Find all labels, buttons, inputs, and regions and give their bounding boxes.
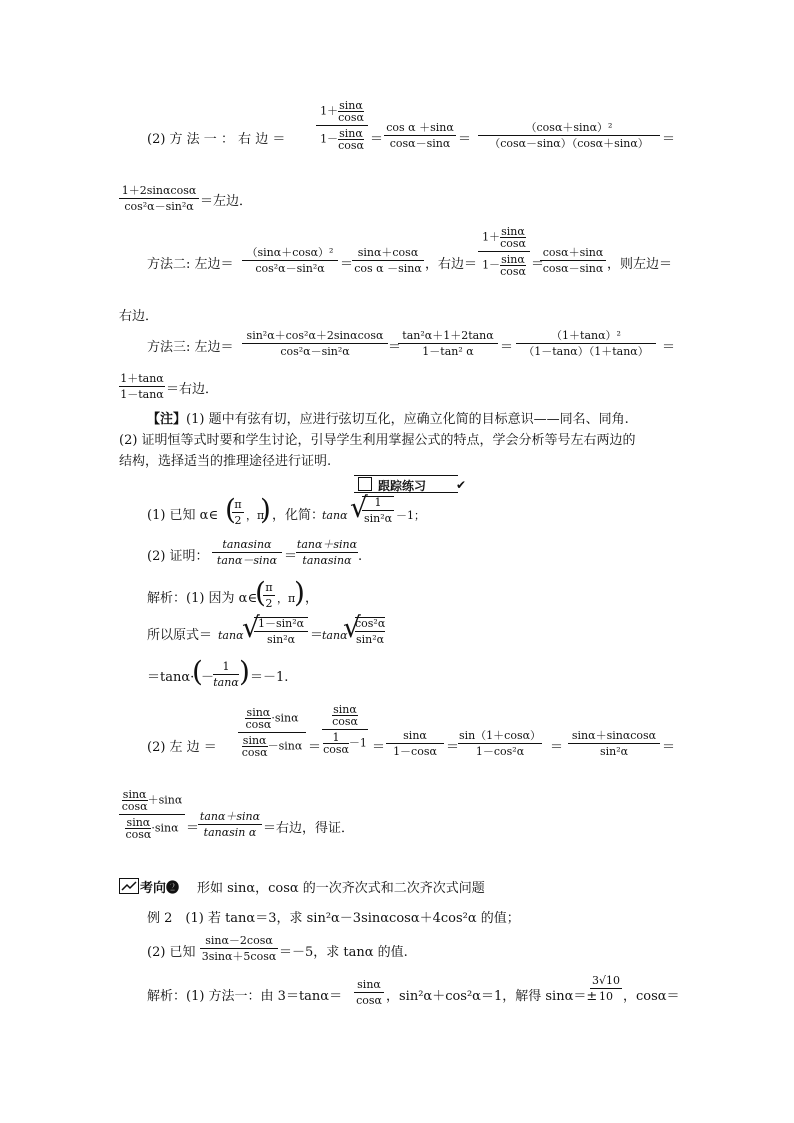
sol-s4-d bbox=[458, 730, 542, 757]
ex2-l3-frac bbox=[354, 979, 384, 1006]
practice-q2-eq: ＝ bbox=[284, 549, 298, 564]
sol-s4-a-den: $\frac{\sin\alpha}{\cos\alpha}$ －sinα bbox=[241, 734, 303, 759]
p2-end: 右边． bbox=[119, 309, 159, 324]
p3-f2-num: tan²α＋1＋2tanα bbox=[398, 330, 498, 344]
sol-s4-c-num: sinα bbox=[386, 730, 444, 744]
sol-s3-paren-r: ) bbox=[239, 655, 250, 688]
ex2-l2-pre: (2) 已知 bbox=[147, 945, 196, 960]
section-title: 形如 sinα，cosα 的一次齐次式和二次齐次式问题 bbox=[197, 881, 485, 896]
sol-s1-sep: ，π bbox=[277, 592, 296, 605]
p3-f2-den: 1－tan² α bbox=[422, 345, 474, 358]
p2-f3-num: 1＋ $\frac{\sin\alpha}{\cos\alpha}$ bbox=[478, 226, 530, 252]
note-line2: (2) 证明恒等式时要和学生讨论，引导学生利用掌握公式的特点，学会分析等号左右两边的 bbox=[119, 433, 636, 448]
practice-q1-rad-tail: －1； bbox=[396, 509, 425, 522]
sol-s4-b-den: $\frac{1}{\cos\alpha}$ －1 bbox=[323, 731, 367, 756]
sol-s1-two: 2 bbox=[265, 597, 273, 610]
practice-banner-title: 跟踪练习 bbox=[378, 479, 427, 493]
practice-q1-two: 2 bbox=[234, 514, 242, 527]
practice-q1-rad-den: sin²α bbox=[363, 512, 393, 525]
practice-q2-pre: (2) 证明： bbox=[147, 549, 209, 564]
p2-eq2: ＝ bbox=[531, 257, 545, 272]
practice-q1-paren-r: ) bbox=[260, 493, 271, 526]
sol-s3-paren: ( bbox=[192, 655, 203, 688]
sol-s3-frac bbox=[213, 661, 239, 688]
p1-f3 bbox=[478, 122, 660, 149]
sol-s4-b bbox=[322, 704, 368, 755]
note-line1-text: (1) 题中有弦有切，应进行弦切互化，应确立化简的目标意识——同名、同角. bbox=[186, 412, 629, 427]
practice-q2-f1 bbox=[212, 539, 282, 566]
sol-s2-r2-den: sin²α bbox=[355, 633, 385, 646]
p3-f3 bbox=[516, 330, 656, 357]
p3-f3-num: （1＋tanα）² bbox=[516, 330, 656, 344]
practice-q1-mid: ，化简： bbox=[272, 508, 325, 523]
p3-f1-den: cos²α－sin²α bbox=[280, 345, 350, 358]
sol-s4-eq4: ＝ bbox=[550, 740, 564, 755]
sol-s2-r1-num: 1－sin²α bbox=[254, 618, 308, 632]
p3-eq1: ＝ bbox=[388, 340, 402, 355]
sol-s4-b-num: $\frac{\sin\alpha}{\cos\alpha}$ bbox=[322, 704, 368, 730]
p3-f1 bbox=[242, 330, 388, 357]
practice-q1-tan: tanα bbox=[322, 509, 348, 522]
p3-f2 bbox=[398, 330, 498, 357]
sol-s4-pre: (2) 左 边 ＝ bbox=[147, 740, 217, 755]
practice-q2-tail: . bbox=[358, 549, 363, 564]
p1-f1-num: 1＋ $\frac{\sin\alpha}{\cos\alpha}$ bbox=[316, 100, 368, 126]
p1-f4 bbox=[119, 185, 199, 212]
sol-s1-frac bbox=[263, 582, 275, 609]
sol-s2-r1-den: sin²α bbox=[266, 633, 296, 646]
practice-q1-sep: ，π bbox=[246, 509, 265, 522]
p1-f4-num: 1＋2sinαcosα bbox=[119, 185, 199, 199]
sqrt-icon: √ bbox=[350, 491, 368, 524]
sol-s5-a-num: $\frac{\sin\alpha}{\cos\alpha}$ ＋sinα bbox=[119, 789, 185, 815]
practice-q1-rad bbox=[362, 496, 394, 524]
sol-s4-d-num: sin（1＋cosα） bbox=[458, 729, 542, 742]
ex2-l2-frac bbox=[200, 935, 278, 962]
p2-eq1: ＝ bbox=[340, 257, 354, 272]
p3-f4-num: 1＋tanα bbox=[120, 372, 164, 385]
p2-f1-num: （sinα＋cosα）² bbox=[242, 247, 338, 261]
practice-q2-f1-num: tanαsinα bbox=[212, 539, 282, 553]
sol-s4-e-den: sin²α bbox=[599, 745, 629, 758]
ex2-l3-den: cosα bbox=[356, 994, 382, 1007]
pencil-icon bbox=[358, 477, 372, 491]
sol-s2-r2 bbox=[355, 617, 385, 645]
sol-s4-c bbox=[386, 730, 444, 757]
practice-q2-f2-den: tanαsinα bbox=[302, 554, 352, 567]
sol-s5-b bbox=[198, 811, 262, 838]
ex2-l3-r-den: 10 bbox=[599, 990, 613, 1003]
sol-s1-paren-r: ) bbox=[294, 576, 305, 609]
sol-s2-eq: ＝ bbox=[310, 628, 324, 643]
p2-mid: ，右边＝ bbox=[425, 257, 478, 272]
swoosh-icon: ✔ bbox=[455, 478, 466, 492]
p1-f3-den: （cosα－sinα）（cosα＋sinα） bbox=[489, 137, 649, 150]
p3-f4-den: 1－tanα bbox=[120, 388, 164, 401]
sol-s2-pre: 所以原式＝ bbox=[147, 628, 213, 643]
p1-f2-den: cosα－sinα bbox=[389, 137, 451, 150]
sol-s2-tan2: tanα bbox=[322, 629, 348, 642]
p1-f1 bbox=[316, 100, 368, 151]
sol-s4-a-num: $\frac{\sin\alpha}{\cos\alpha}$ ·sinα bbox=[238, 707, 306, 733]
p1-eq1: ＝ bbox=[370, 132, 384, 147]
sol-s4-eq3: ＝ bbox=[446, 740, 460, 755]
sol-s4-eq5: ＝ bbox=[662, 740, 676, 755]
p3-f1-num: sin²α＋cos²α＋2sinαcosα bbox=[242, 330, 388, 344]
p3-eq2: ＝ bbox=[500, 340, 514, 355]
p3-f3-den: （1－tanα）（1＋tanα） bbox=[523, 345, 649, 358]
sol-s3-num: 1 bbox=[213, 661, 239, 675]
ex2-l3-r-num: 3√10 bbox=[591, 974, 620, 987]
ex2-l2-den: 3sinα＋5cosα bbox=[201, 950, 277, 963]
ex2-l3-num: sinα bbox=[354, 979, 384, 993]
p2-f1 bbox=[242, 247, 338, 274]
practice-q2-f2-num: tanα＋sinα bbox=[296, 538, 358, 551]
practice-q1-paren: ( bbox=[225, 493, 236, 526]
practice-q1-pre: (1) 已知 α∈ bbox=[147, 508, 219, 523]
sol-s1-tail: ， bbox=[305, 591, 319, 606]
p2-lead: 方法二: 左边＝ bbox=[147, 257, 234, 272]
practice-banner bbox=[354, 475, 466, 493]
sqrt-icon-2: √ bbox=[242, 611, 260, 644]
p3-tail: ＝右边． bbox=[166, 382, 219, 397]
p1-f2 bbox=[384, 122, 456, 149]
sol-s5-a bbox=[119, 789, 185, 840]
p1-eq3: ＝ bbox=[662, 132, 676, 147]
sol-s1-paren: ( bbox=[255, 576, 266, 609]
p1-lead: (2) 方 法 一 ： 右 边 ＝ bbox=[147, 132, 286, 147]
sol-s5-b-den: tanαsin α bbox=[203, 826, 257, 839]
p2-f2-den: cos α －sinα bbox=[354, 262, 422, 275]
sol-s4-e-num: sinα＋sinαcosα bbox=[568, 730, 660, 744]
sol-s1-pi: π bbox=[263, 582, 275, 596]
p2-f4-num: cosα＋sinα bbox=[540, 247, 606, 261]
practice-q2-f1-den: tanα－sinα bbox=[216, 554, 278, 567]
p1-f1-den: 1－ $\frac{\sin\alpha}{\cos\alpha}$ bbox=[320, 127, 364, 152]
p1-eq2: ＝ bbox=[458, 132, 472, 147]
sol-s3-neg: － bbox=[201, 670, 215, 685]
sol-s4-eq1: ＝ bbox=[308, 740, 322, 755]
section-label: 考向❷ bbox=[140, 881, 180, 896]
note-line3: 结构，选择适当的推理途径进行证明. bbox=[119, 454, 332, 469]
sol-s2-r2-num: cos²α bbox=[355, 617, 386, 630]
p3-f4 bbox=[119, 373, 165, 400]
sol-s1-pre: 解析：(1) 因为 α∈ bbox=[147, 591, 258, 606]
p1-f2-num: cos α ＋sinα bbox=[384, 122, 456, 136]
sol-s5-b-num: tanα＋sinα bbox=[199, 810, 261, 823]
ex2-l1: 例 2 (1) 若 tanα＝3，求 sin²α－3sinαcosα＋4cos²α 的值； bbox=[147, 911, 520, 926]
p1-f4-den: cos²α－sin²α bbox=[124, 200, 194, 213]
sol-s5-eq1: ＝ bbox=[186, 821, 200, 836]
ex2-l3-r bbox=[590, 975, 622, 1002]
ex2-l3-tail: ，cosα＝ bbox=[623, 989, 680, 1004]
practice-q1-frac bbox=[232, 499, 244, 526]
p2-f2 bbox=[352, 247, 424, 274]
sol-s5-a-den: $\frac{\sin\alpha}{\cos\alpha}$ ·sinα bbox=[125, 816, 179, 841]
sol-s2-tan: tanα bbox=[218, 629, 244, 642]
sol-s2-r1 bbox=[254, 617, 308, 645]
note-line1 bbox=[147, 413, 629, 426]
p3-lead: 方法三: 左边＝ bbox=[147, 340, 234, 355]
ex2-l2-num: sinα－2cosα bbox=[200, 935, 278, 949]
practice-q1-rad-num: 1 bbox=[362, 497, 394, 511]
practice-q1-pi: π bbox=[232, 499, 244, 513]
sol-s4-eq2: ＝ bbox=[372, 740, 386, 755]
note-label: 【注】 bbox=[147, 412, 187, 427]
p2-tail: ，则左边＝ bbox=[607, 257, 673, 272]
ex2-l2-tail: ＝－5，求 tanα 的值. bbox=[279, 945, 408, 960]
sol-s4-d-den: 1－cos²α bbox=[475, 745, 525, 758]
p2-f4-den: cosα－sinα bbox=[542, 262, 604, 275]
sol-s4-a bbox=[238, 707, 306, 758]
ex2-l3-pre: 解析：(1) 方法一：由 3＝tanα＝ bbox=[147, 989, 343, 1004]
p3-eq3: ＝ bbox=[662, 340, 676, 355]
p1-tail: ＝左边． bbox=[200, 194, 253, 209]
sol-s3-pre: ＝tanα· bbox=[147, 670, 195, 685]
ex2-l3-mid: ，sin²α＋cos²α＝1，解得 sinα＝± bbox=[386, 989, 598, 1004]
practice-q2-f2 bbox=[296, 539, 358, 566]
p2-f1-den: cos²α－sin²α bbox=[255, 262, 325, 275]
sqrt-icon-3: √ bbox=[343, 611, 361, 644]
sol-s3-tail: ＝－1. bbox=[250, 670, 289, 685]
sol-s5-tail: ＝右边，得证． bbox=[263, 821, 355, 836]
p2-f2-num: sinα＋cosα bbox=[352, 247, 424, 261]
p2-f4 bbox=[540, 247, 606, 274]
p2-f3 bbox=[478, 226, 530, 277]
sol-s4-e bbox=[568, 730, 660, 757]
trend-icon bbox=[119, 878, 139, 894]
p1-f3-num: （cosα＋sinα）² bbox=[478, 122, 660, 136]
p2-f3-den: 1－ $\frac{\sin\alpha}{\cos\alpha}$ bbox=[482, 253, 526, 278]
sol-s3-den: tanα bbox=[213, 676, 239, 689]
sol-s4-c-den: 1－cosα bbox=[393, 745, 437, 758]
